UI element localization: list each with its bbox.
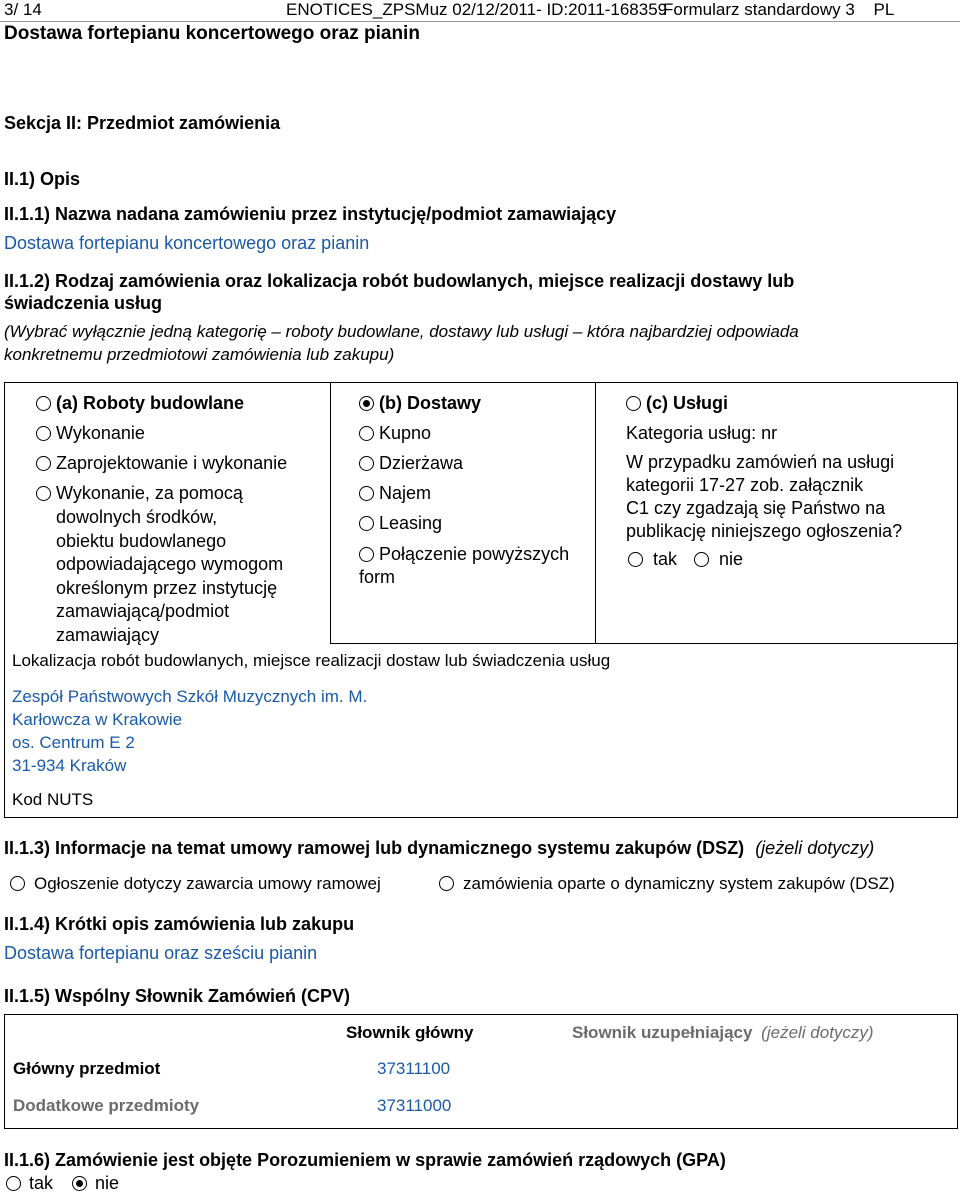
col-a-opt1-label: Wykonanie: [56, 423, 145, 443]
col-a-opt3-line: zamawiającą/podmiot: [56, 601, 230, 621]
publish-yes-label: tak: [653, 549, 678, 569]
col-a-opt3-cont: [56, 506, 283, 647]
s113-opt2-label: zamówienia oparte o dynamiczny system zakupów (DSZ): [463, 874, 895, 893]
divider-1: [330, 382, 331, 644]
s116-heading: II.1.6) Zamówienie jest objęte Porozumieniem w sprawie zamówień rządowych (GPA): [4, 1150, 726, 1170]
s112-note-line2: konkretnemu przedmiotowi zamówienia lub zakupu): [4, 345, 395, 364]
col-c-question: [626, 451, 902, 543]
col-a-opt3-line: obiektu budowlanego: [56, 530, 227, 551]
gpa-no-label: nie: [95, 1173, 120, 1193]
radio-works[interactable]: [36, 396, 51, 411]
cpv-row-additional-label: Dodatkowe przedmioty: [13, 1096, 200, 1115]
col-b-opt4-label: Leasing: [379, 513, 443, 533]
col-a-opt2[interactable]: [36, 453, 287, 474]
col-a-title-label: (a) Roboty budowlane: [56, 393, 244, 413]
box-bottom: [4, 817, 958, 818]
header-rule: [0, 21, 960, 22]
form-type: [663, 0, 894, 20]
col-a-title[interactable]: [36, 393, 244, 414]
col-a-opt3-line: zamawiający: [56, 624, 160, 645]
col-a-opt3-line: określonym przez instytucję: [56, 577, 278, 598]
section-title: Sekcja II: Przedmiot zamówienia: [4, 113, 281, 133]
gpa-yes-label: tak: [29, 1173, 54, 1193]
divider-2: [595, 382, 596, 644]
radio-lease[interactable]: [359, 456, 374, 471]
radio-design-execution[interactable]: [36, 456, 51, 471]
col-b-opt5[interactable]: [359, 544, 569, 565]
col-c-question-line: publikację niniejszego ogłoszenia?: [626, 521, 903, 541]
radio-purchase[interactable]: [359, 426, 374, 441]
radio-dps[interactable]: [439, 876, 454, 891]
location-label: Lokalizacja robót budowlanych, miejsce realizacji dostaw lub świadczenia usług: [12, 651, 611, 670]
col-c-question-line: C1 czy zgadzają się Państwo na: [626, 498, 886, 518]
box-left: [4, 382, 5, 818]
col-b-title-label: (b) Dostawy: [379, 393, 482, 413]
s111-value: Dostawa fortepianu koncertowego oraz pianin: [4, 233, 370, 253]
col-a-opt2-label: Zaprojektowanie i wykonanie: [56, 453, 288, 473]
col-b-opt3-label: Najem: [379, 483, 432, 503]
col-b-opt2[interactable]: [359, 453, 463, 474]
radio-gpa-no[interactable]: [72, 1176, 87, 1191]
col-a-opt3-line: Wykonanie, za pomocą: [56, 483, 243, 503]
cpv-row-main-label: Główny przedmiot: [13, 1059, 161, 1078]
col-c-category: Kategoria usług: nr: [626, 423, 778, 443]
col-c-question-line: W przypadku zamówień na usługi: [626, 452, 895, 472]
cpv-col-main-header: Słownik główny: [346, 1023, 474, 1042]
radio-supplies[interactable]: [359, 396, 374, 411]
s113-heading: [4, 838, 874, 859]
col-c-answer: [628, 549, 743, 570]
col-b-title[interactable]: [359, 393, 481, 414]
document-title: Dostawa fortepianu koncertowego oraz pianin: [4, 23, 420, 44]
address-line: Zespół Państwowych Szkół Muzycznych im. M.: [12, 687, 368, 706]
radio-combination[interactable]: [359, 547, 374, 562]
s113-heading-note: (jeżeli dotyczy): [755, 838, 875, 858]
radio-execution[interactable]: [36, 426, 51, 441]
col-a-opt3-line: dowolnych środków,: [56, 507, 218, 527]
s113-opt1-label: Ogłoszenie dotyczy zawarcia umowy ramowej: [34, 874, 381, 893]
s115-heading: II.1.5) Wspólny Słownik Zamówień (CPV): [4, 986, 351, 1006]
col-b-opt1[interactable]: [359, 423, 431, 444]
radio-realisation[interactable]: [36, 486, 51, 501]
s111-heading: II.1.1) Nazwa nadana zamówieniu przez instytucję/podmiot zamawiający: [4, 204, 617, 224]
location-address: [12, 685, 367, 777]
address-line: 31-934 Kraków: [12, 756, 127, 775]
radio-publish-yes[interactable]: [628, 552, 643, 567]
address-line: os. Centrum E 2: [12, 733, 135, 752]
col-b-opt2-label: Dzierżawa: [379, 453, 464, 473]
col-c-title-label: (c) Usługi: [646, 393, 729, 413]
col-b-opt1-label: Kupno: [379, 423, 432, 443]
col-b-opt5-cont: form: [359, 567, 395, 587]
col-c-question-line: kategorii 17-27 zob. załącznik: [626, 475, 864, 495]
s114-value: Dostawa fortepianu oraz sześciu pianin: [4, 943, 318, 963]
col-a-opt3-line: odpowiadającego wymogom: [56, 554, 284, 574]
cpv-row-additional-value: 37311000: [377, 1096, 452, 1115]
s113-heading-text: II.1.3) Informacje na temat umowy ramowej lub dynamicznego systemu zakupów (DSZ): [4, 838, 745, 858]
cpv-row-main-value: 37311100: [377, 1059, 451, 1078]
cpv-table: [4, 1014, 958, 1129]
s113-opt2[interactable]: [439, 874, 895, 894]
col-b-opt5-label: Połączenie powyższych: [379, 544, 570, 564]
notice-id: ENOTICES_ZPSMuz 02/12/2011- ID:2011-168359: [286, 0, 668, 19]
subsection-opis: II.1) Opis: [4, 169, 81, 189]
form-lang: PL: [873, 0, 895, 19]
box-right: [957, 382, 958, 818]
s112-heading-line1: II.1.2) Rodzaj zamówienia oraz lokalizacja robót budowlanych, miejsce realizacji dostawy lub: [4, 271, 795, 291]
cpv-col-sup-note: (jeżeli dotyczy): [761, 1023, 874, 1042]
col-a-opt1[interactable]: [36, 423, 145, 444]
col-b-opt4[interactable]: [359, 513, 442, 534]
cpv-col-sup-title: Słownik uzupełniający: [572, 1023, 753, 1042]
divider-h: [330, 643, 958, 644]
page-number: 3/ 14: [4, 0, 42, 19]
s113-opt1[interactable]: [10, 874, 381, 894]
col-c-title[interactable]: [626, 393, 728, 414]
col-a-opt3[interactable]: [36, 483, 243, 504]
form-name: Formularz standardowy 3: [663, 0, 855, 19]
col-b-opt3[interactable]: [359, 483, 431, 504]
radio-gpa-yes[interactable]: [6, 1176, 21, 1191]
radio-services[interactable]: [626, 396, 641, 411]
s114-heading: II.1.4) Krótki opis zamówienia lub zakupu: [4, 914, 355, 934]
box-top: [4, 382, 958, 383]
s112-note-line1: (Wybrać wyłącznie jedną kategorię – roboty budowlane, dostawy lub usługi – która najbardziej odpowiada: [4, 322, 799, 341]
radio-publish-no[interactable]: [694, 552, 709, 567]
s112-heading-line2: świadczenia usług: [4, 293, 163, 313]
radio-framework[interactable]: [10, 876, 25, 891]
publish-no-label: nie: [719, 549, 744, 569]
radio-leasing[interactable]: [359, 516, 374, 531]
radio-rental[interactable]: [359, 486, 374, 501]
cpv-col-sup-header: [572, 1023, 874, 1043]
nuts-code-label: Kod NUTS: [12, 790, 94, 809]
address-line: Karłowcza w Krakowie: [12, 710, 183, 729]
s116-answer: [6, 1173, 119, 1194]
